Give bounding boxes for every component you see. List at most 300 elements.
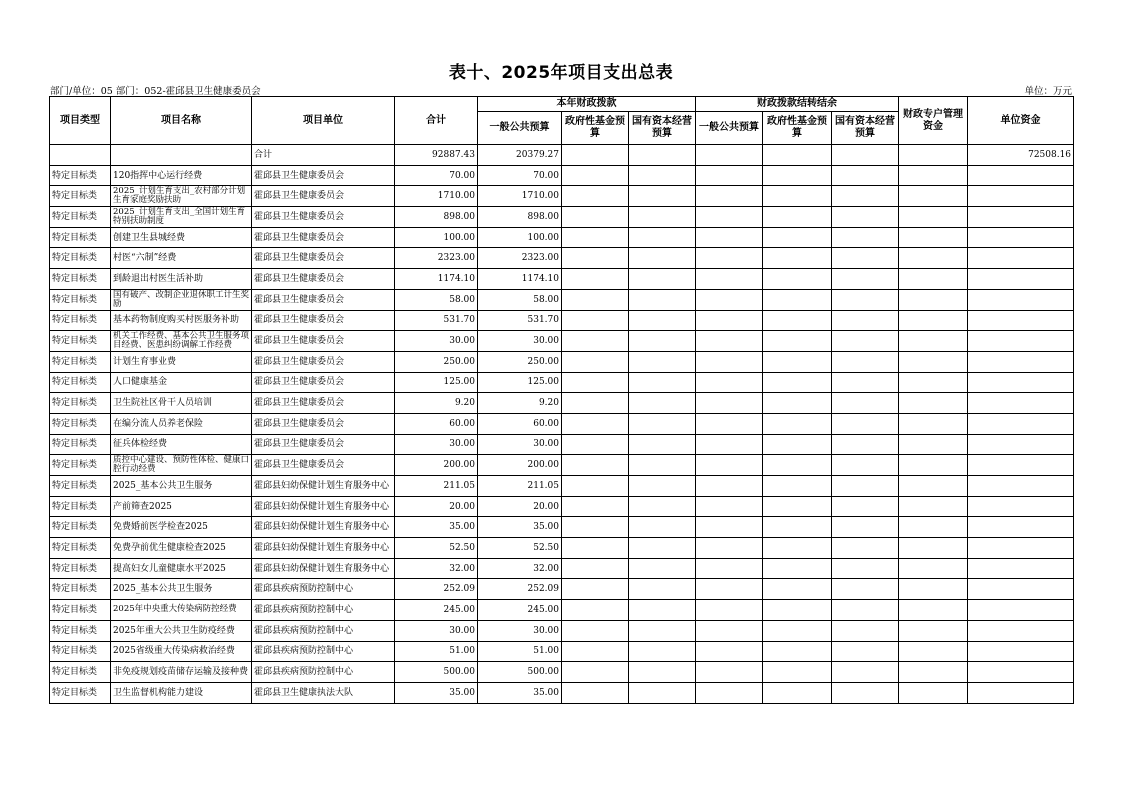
cell-name: 人口健康基金 bbox=[111, 372, 252, 393]
cell-empty bbox=[696, 600, 763, 621]
cell-empty bbox=[899, 351, 968, 372]
cell-total: 2323.00 bbox=[395, 248, 478, 269]
header-general-budget: 一般公共预算 bbox=[478, 112, 562, 145]
cell-empty bbox=[629, 165, 696, 186]
cell-type: 特定目标类 bbox=[50, 620, 111, 641]
department-label: 部门/单位：05 部门：052-霍邱县卫生健康委员会 bbox=[50, 86, 261, 97]
cell-general: 70.00 bbox=[478, 165, 562, 186]
cell-empty bbox=[696, 413, 763, 434]
cell-total: 1710.00 bbox=[395, 186, 478, 207]
cell-empty bbox=[832, 682, 899, 703]
cell-unit: 霍邱县卫生健康委员会 bbox=[252, 248, 395, 269]
cell-name: 2025年中央重大传染病防控经费 bbox=[111, 600, 252, 621]
cell-empty bbox=[696, 517, 763, 538]
header-general-budget-2: 一般公共预算 bbox=[696, 112, 763, 145]
cell-type: 特定目标类 bbox=[50, 227, 111, 248]
cell-empty bbox=[562, 558, 629, 579]
project-expenditure-table bbox=[49, 96, 1074, 704]
cell-empty bbox=[696, 455, 763, 476]
cell-empty bbox=[629, 289, 696, 310]
cell-empty bbox=[629, 434, 696, 455]
cell-total: 70.00 bbox=[395, 165, 478, 186]
cell-total: 52.50 bbox=[395, 538, 478, 559]
cell-general: 20.00 bbox=[478, 496, 562, 517]
cell-empty bbox=[968, 310, 1074, 331]
summary-row bbox=[50, 145, 1074, 166]
cell-name: 卫生监督机构能力建设 bbox=[111, 682, 252, 703]
cell-type: 特定目标类 bbox=[50, 682, 111, 703]
cell-empty bbox=[968, 455, 1074, 476]
table-body bbox=[50, 145, 1074, 704]
cell-unit: 霍邱县卫生健康委员会 bbox=[252, 269, 395, 290]
header-carryover: 财政拨款结转结余 bbox=[696, 97, 899, 112]
cell-empty bbox=[629, 372, 696, 393]
cell-empty bbox=[696, 662, 763, 683]
cell-empty bbox=[763, 496, 832, 517]
cell-total: 252.09 bbox=[395, 579, 478, 600]
cell-empty bbox=[696, 579, 763, 600]
cell-empty bbox=[763, 455, 832, 476]
cell-empty bbox=[696, 186, 763, 207]
cell-empty bbox=[832, 393, 899, 414]
cell-empty bbox=[562, 331, 629, 352]
cell-empty bbox=[562, 434, 629, 455]
cell-empty bbox=[899, 600, 968, 621]
cell-unit: 霍邱县卫生健康委员会 bbox=[252, 289, 395, 310]
cell-empty bbox=[696, 351, 763, 372]
cell-type: 特定目标类 bbox=[50, 538, 111, 559]
cell-empty bbox=[629, 186, 696, 207]
cell-name: 国有破产、改制企业退休职工计生奖励 bbox=[111, 289, 252, 310]
cell-empty bbox=[763, 227, 832, 248]
cell-empty bbox=[763, 207, 832, 228]
cell-unit: 霍邱县疾病预防控制中心 bbox=[252, 579, 395, 600]
header-project-name: 项目名称 bbox=[111, 97, 252, 145]
cell-empty bbox=[629, 620, 696, 641]
cell-unit: 霍邱县疾病预防控制中心 bbox=[252, 600, 395, 621]
table-row bbox=[50, 517, 1074, 538]
cell-empty bbox=[832, 455, 899, 476]
cell-empty bbox=[562, 620, 629, 641]
cell-empty bbox=[629, 331, 696, 352]
cell-empty bbox=[562, 207, 629, 228]
cell-empty bbox=[968, 165, 1074, 186]
cell-empty bbox=[832, 413, 899, 434]
cell-empty bbox=[629, 538, 696, 559]
cell-unit: 霍邱县卫生健康委员会 bbox=[252, 413, 395, 434]
cell-general: 898.00 bbox=[478, 207, 562, 228]
cell-name: 村医“六制”经费 bbox=[111, 248, 252, 269]
cell-empty bbox=[832, 165, 899, 186]
cell-empty bbox=[899, 538, 968, 559]
cell-unit: 霍邱县卫生健康委员会 bbox=[252, 393, 395, 414]
cell-empty bbox=[696, 558, 763, 579]
cell-empty bbox=[696, 434, 763, 455]
cell-general: 100.00 bbox=[478, 227, 562, 248]
cell-general: 250.00 bbox=[478, 351, 562, 372]
cell-type: 特定目标类 bbox=[50, 248, 111, 269]
cell-empty bbox=[968, 248, 1074, 269]
cell-general: 252.09 bbox=[478, 579, 562, 600]
cell-type: 特定目标类 bbox=[50, 517, 111, 538]
cell-general: 30.00 bbox=[478, 434, 562, 455]
cell-empty bbox=[696, 641, 763, 662]
cell-empty bbox=[629, 269, 696, 290]
cell-empty bbox=[763, 662, 832, 683]
cell-type bbox=[50, 145, 111, 166]
table-row bbox=[50, 620, 1074, 641]
cell-empty bbox=[968, 538, 1074, 559]
table-row bbox=[50, 393, 1074, 414]
cell-unit: 合计 bbox=[252, 145, 395, 166]
cell-general: 245.00 bbox=[478, 600, 562, 621]
header-special-fund: 财政专户管理资金 bbox=[899, 97, 968, 145]
cell-name: 提高妇女儿童健康水平2025 bbox=[111, 558, 252, 579]
cell-empty bbox=[832, 248, 899, 269]
cell-empty bbox=[696, 289, 763, 310]
cell-type: 特定目标类 bbox=[50, 207, 111, 228]
cell-empty bbox=[562, 227, 629, 248]
cell-empty bbox=[763, 434, 832, 455]
cell-empty bbox=[629, 662, 696, 683]
cell-total: 60.00 bbox=[395, 413, 478, 434]
cell-empty bbox=[832, 662, 899, 683]
header-unit-fund: 单位资金 bbox=[968, 97, 1074, 145]
cell-total: 30.00 bbox=[395, 620, 478, 641]
table-row bbox=[50, 455, 1074, 476]
cell-general: 51.00 bbox=[478, 641, 562, 662]
cell-empty bbox=[763, 620, 832, 641]
cell-empty bbox=[696, 476, 763, 497]
cell-total: 100.00 bbox=[395, 227, 478, 248]
cell-unit: 霍邱县疾病预防控制中心 bbox=[252, 620, 395, 641]
cell-type: 特定目标类 bbox=[50, 641, 111, 662]
cell-empty bbox=[968, 413, 1074, 434]
cell-total: 1174.10 bbox=[395, 269, 478, 290]
table-row bbox=[50, 476, 1074, 497]
cell-empty bbox=[562, 662, 629, 683]
cell-empty bbox=[562, 145, 629, 166]
cell-name: 机关工作经费、基本公共卫生服务项目经费、医患纠纷调解工作经费 bbox=[111, 331, 252, 352]
cell-empty bbox=[629, 207, 696, 228]
cell-empty bbox=[832, 227, 899, 248]
cell-empty bbox=[832, 269, 899, 290]
cell-name: 征兵体检经费 bbox=[111, 434, 252, 455]
cell-empty bbox=[696, 331, 763, 352]
cell-general: 30.00 bbox=[478, 620, 562, 641]
cell-total: 531.70 bbox=[395, 310, 478, 331]
cell-empty bbox=[629, 496, 696, 517]
header-project-type: 项目类型 bbox=[50, 97, 111, 145]
cell-empty bbox=[899, 145, 968, 166]
cell-empty bbox=[763, 517, 832, 538]
cell-empty bbox=[899, 641, 968, 662]
cell-empty bbox=[899, 372, 968, 393]
table-row bbox=[50, 227, 1074, 248]
cell-unit: 霍邱县妇幼保健计划生育服务中心 bbox=[252, 517, 395, 538]
cell-general: 531.70 bbox=[478, 310, 562, 331]
cell-empty bbox=[562, 165, 629, 186]
cell-empty bbox=[562, 289, 629, 310]
cell-empty bbox=[696, 269, 763, 290]
table-row bbox=[50, 289, 1074, 310]
cell-general: 2323.00 bbox=[478, 248, 562, 269]
cell-empty bbox=[968, 579, 1074, 600]
cell-type: 特定目标类 bbox=[50, 662, 111, 683]
cell-total: 245.00 bbox=[395, 600, 478, 621]
cell-empty bbox=[562, 496, 629, 517]
table-row bbox=[50, 682, 1074, 703]
cell-name: 在编分流人员养老保险 bbox=[111, 413, 252, 434]
cell-name: 120指挥中心运行经费 bbox=[111, 165, 252, 186]
cell-type: 特定目标类 bbox=[50, 496, 111, 517]
cell-total: 35.00 bbox=[395, 682, 478, 703]
cell-total: 211.05 bbox=[395, 476, 478, 497]
cell-empty bbox=[696, 620, 763, 641]
cell-type: 特定目标类 bbox=[50, 331, 111, 352]
cell-empty bbox=[832, 517, 899, 538]
cell-unit: 霍邱县卫生健康委员会 bbox=[252, 207, 395, 228]
cell-type: 特定目标类 bbox=[50, 579, 111, 600]
cell-empty bbox=[899, 413, 968, 434]
cell-empty bbox=[968, 620, 1074, 641]
cell-empty bbox=[696, 496, 763, 517]
cell-unit-fund: 72508.16 bbox=[968, 145, 1074, 166]
cell-empty bbox=[763, 413, 832, 434]
cell-total: 200.00 bbox=[395, 455, 478, 476]
header-total: 合计 bbox=[395, 97, 478, 145]
cell-total: 20.00 bbox=[395, 496, 478, 517]
cell-type: 特定目标类 bbox=[50, 393, 111, 414]
cell-empty bbox=[763, 372, 832, 393]
cell-total: 58.00 bbox=[395, 289, 478, 310]
cell-empty bbox=[968, 496, 1074, 517]
cell-empty bbox=[968, 558, 1074, 579]
table-row bbox=[50, 434, 1074, 455]
cell-empty bbox=[899, 579, 968, 600]
page-title: 表十、2025年项目支出总表 bbox=[448, 63, 674, 83]
cell-type: 特定目标类 bbox=[50, 434, 111, 455]
cell-type: 特定目标类 bbox=[50, 372, 111, 393]
cell-total: 30.00 bbox=[395, 434, 478, 455]
cell-unit: 霍邱县卫生健康委员会 bbox=[252, 372, 395, 393]
cell-empty bbox=[899, 517, 968, 538]
cell-name: 产前筛查2025 bbox=[111, 496, 252, 517]
cell-empty bbox=[562, 372, 629, 393]
cell-empty bbox=[763, 351, 832, 372]
cell-empty bbox=[832, 496, 899, 517]
cell-type: 特定目标类 bbox=[50, 558, 111, 579]
unit-label: 单位：万元 bbox=[1024, 86, 1072, 97]
cell-total: 250.00 bbox=[395, 351, 478, 372]
cell-general: 9.20 bbox=[478, 393, 562, 414]
cell-empty bbox=[899, 620, 968, 641]
table-row bbox=[50, 579, 1074, 600]
cell-total: 35.00 bbox=[395, 517, 478, 538]
cell-empty bbox=[562, 393, 629, 414]
cell-empty bbox=[696, 248, 763, 269]
cell-total: 9.20 bbox=[395, 393, 478, 414]
cell-name: 免费婚前医学检查2025 bbox=[111, 517, 252, 538]
cell-unit: 霍邱县疾病预防控制中心 bbox=[252, 641, 395, 662]
cell-empty bbox=[899, 165, 968, 186]
cell-empty bbox=[899, 558, 968, 579]
cell-empty bbox=[629, 145, 696, 166]
cell-empty bbox=[763, 393, 832, 414]
cell-type: 特定目标类 bbox=[50, 310, 111, 331]
cell-empty bbox=[968, 434, 1074, 455]
cell-total: 32.00 bbox=[395, 558, 478, 579]
cell-empty bbox=[899, 496, 968, 517]
cell-unit: 霍邱县卫生健康委员会 bbox=[252, 165, 395, 186]
cell-type: 特定目标类 bbox=[50, 289, 111, 310]
cell-total: 30.00 bbox=[395, 331, 478, 352]
cell-unit: 霍邱县妇幼保健计划生育服务中心 bbox=[252, 558, 395, 579]
cell-empty bbox=[763, 538, 832, 559]
cell-type: 特定目标类 bbox=[50, 476, 111, 497]
cell-type: 特定目标类 bbox=[50, 413, 111, 434]
cell-empty bbox=[629, 558, 696, 579]
cell-empty bbox=[968, 641, 1074, 662]
cell-empty bbox=[562, 310, 629, 331]
cell-unit: 霍邱县妇幼保健计划生育服务中心 bbox=[252, 476, 395, 497]
cell-general: 35.00 bbox=[478, 682, 562, 703]
cell-empty bbox=[562, 351, 629, 372]
cell-empty bbox=[899, 310, 968, 331]
cell-empty bbox=[763, 186, 832, 207]
cell-empty bbox=[899, 186, 968, 207]
cell-name: 计划生育事业费 bbox=[111, 351, 252, 372]
cell-empty bbox=[629, 579, 696, 600]
cell-general: 211.05 bbox=[478, 476, 562, 497]
cell-empty bbox=[832, 641, 899, 662]
cell-empty bbox=[899, 662, 968, 683]
cell-unit: 霍邱县妇幼保健计划生育服务中心 bbox=[252, 496, 395, 517]
cell-name: 2025_基本公共卫生服务 bbox=[111, 476, 252, 497]
table-row bbox=[50, 600, 1074, 621]
cell-empty bbox=[899, 269, 968, 290]
cell-total: 125.00 bbox=[395, 372, 478, 393]
table-row bbox=[50, 186, 1074, 207]
cell-empty bbox=[899, 289, 968, 310]
header-state-capital-budget-2: 国有资本经营预算 bbox=[832, 112, 899, 145]
cell-unit: 霍邱县妇幼保健计划生育服务中心 bbox=[252, 538, 395, 559]
cell-unit: 霍邱县卫生健康委员会 bbox=[252, 331, 395, 352]
header-project-unit: 项目单位 bbox=[252, 97, 395, 145]
cell-empty bbox=[832, 579, 899, 600]
cell-empty bbox=[562, 600, 629, 621]
cell-empty bbox=[968, 207, 1074, 228]
cell-empty bbox=[562, 476, 629, 497]
cell-empty bbox=[562, 186, 629, 207]
cell-empty bbox=[763, 145, 832, 166]
cell-name: 卫生院社区骨干人员培训 bbox=[111, 393, 252, 414]
cell-unit: 霍邱县卫生健康委员会 bbox=[252, 351, 395, 372]
cell-name: 质控中心建设、预防性体检、健康口腔行动经费 bbox=[111, 455, 252, 476]
cell-empty bbox=[562, 538, 629, 559]
cell-name: 基本药物制度购买村医服务补助 bbox=[111, 310, 252, 331]
cell-empty bbox=[899, 248, 968, 269]
cell-total: 898.00 bbox=[395, 207, 478, 228]
header-gov-fund-budget: 政府性基金预算 bbox=[562, 112, 629, 145]
cell-empty bbox=[763, 558, 832, 579]
cell-general: 60.00 bbox=[478, 413, 562, 434]
cell-empty bbox=[629, 476, 696, 497]
cell-empty bbox=[968, 331, 1074, 352]
cell-name: 免费孕前优生健康检查2025 bbox=[111, 538, 252, 559]
cell-empty bbox=[968, 186, 1074, 207]
cell-empty bbox=[832, 372, 899, 393]
table-row bbox=[50, 269, 1074, 290]
cell-general: 58.00 bbox=[478, 289, 562, 310]
cell-empty bbox=[629, 517, 696, 538]
cell-general: 52.50 bbox=[478, 538, 562, 559]
table-row bbox=[50, 351, 1074, 372]
cell-empty bbox=[763, 165, 832, 186]
cell-empty bbox=[763, 600, 832, 621]
cell-unit: 霍邱县疾病预防控制中心 bbox=[252, 662, 395, 683]
table-row bbox=[50, 558, 1074, 579]
cell-empty bbox=[899, 227, 968, 248]
cell-general: 20379.27 bbox=[478, 145, 562, 166]
cell-empty bbox=[763, 289, 832, 310]
table-row bbox=[50, 413, 1074, 434]
table-row bbox=[50, 496, 1074, 517]
cell-empty bbox=[629, 455, 696, 476]
table-row bbox=[50, 165, 1074, 186]
cell-empty bbox=[696, 207, 763, 228]
cell-general: 35.00 bbox=[478, 517, 562, 538]
cell-empty bbox=[562, 455, 629, 476]
cell-type: 特定目标类 bbox=[50, 351, 111, 372]
cell-empty bbox=[832, 558, 899, 579]
cell-empty bbox=[968, 662, 1074, 683]
cell-type: 特定目标类 bbox=[50, 186, 111, 207]
cell-empty bbox=[968, 393, 1074, 414]
cell-empty bbox=[832, 289, 899, 310]
cell-empty bbox=[968, 600, 1074, 621]
header-current-year: 本年财政拨款 bbox=[478, 97, 696, 112]
cell-empty bbox=[899, 476, 968, 497]
cell-empty bbox=[968, 476, 1074, 497]
cell-empty bbox=[899, 331, 968, 352]
header-gov-fund-budget-2: 政府性基金预算 bbox=[763, 112, 832, 145]
cell-empty bbox=[899, 682, 968, 703]
cell-empty bbox=[763, 269, 832, 290]
cell-empty bbox=[696, 372, 763, 393]
cell-empty bbox=[629, 248, 696, 269]
cell-general: 1174.10 bbox=[478, 269, 562, 290]
cell-unit: 霍邱县卫生健康委员会 bbox=[252, 310, 395, 331]
cell-unit: 霍邱县卫生健康委员会 bbox=[252, 227, 395, 248]
table-row bbox=[50, 248, 1074, 269]
cell-empty bbox=[696, 165, 763, 186]
cell-general: 500.00 bbox=[478, 662, 562, 683]
cell-general: 1710.00 bbox=[478, 186, 562, 207]
cell-empty bbox=[562, 269, 629, 290]
cell-empty bbox=[696, 227, 763, 248]
cell-empty bbox=[968, 227, 1074, 248]
cell-empty bbox=[562, 248, 629, 269]
cell-empty bbox=[562, 517, 629, 538]
cell-type: 特定目标类 bbox=[50, 600, 111, 621]
cell-general: 32.00 bbox=[478, 558, 562, 579]
cell-empty bbox=[562, 579, 629, 600]
cell-empty bbox=[629, 227, 696, 248]
cell-type: 特定目标类 bbox=[50, 165, 111, 186]
cell-empty bbox=[763, 682, 832, 703]
cell-name bbox=[111, 145, 252, 166]
